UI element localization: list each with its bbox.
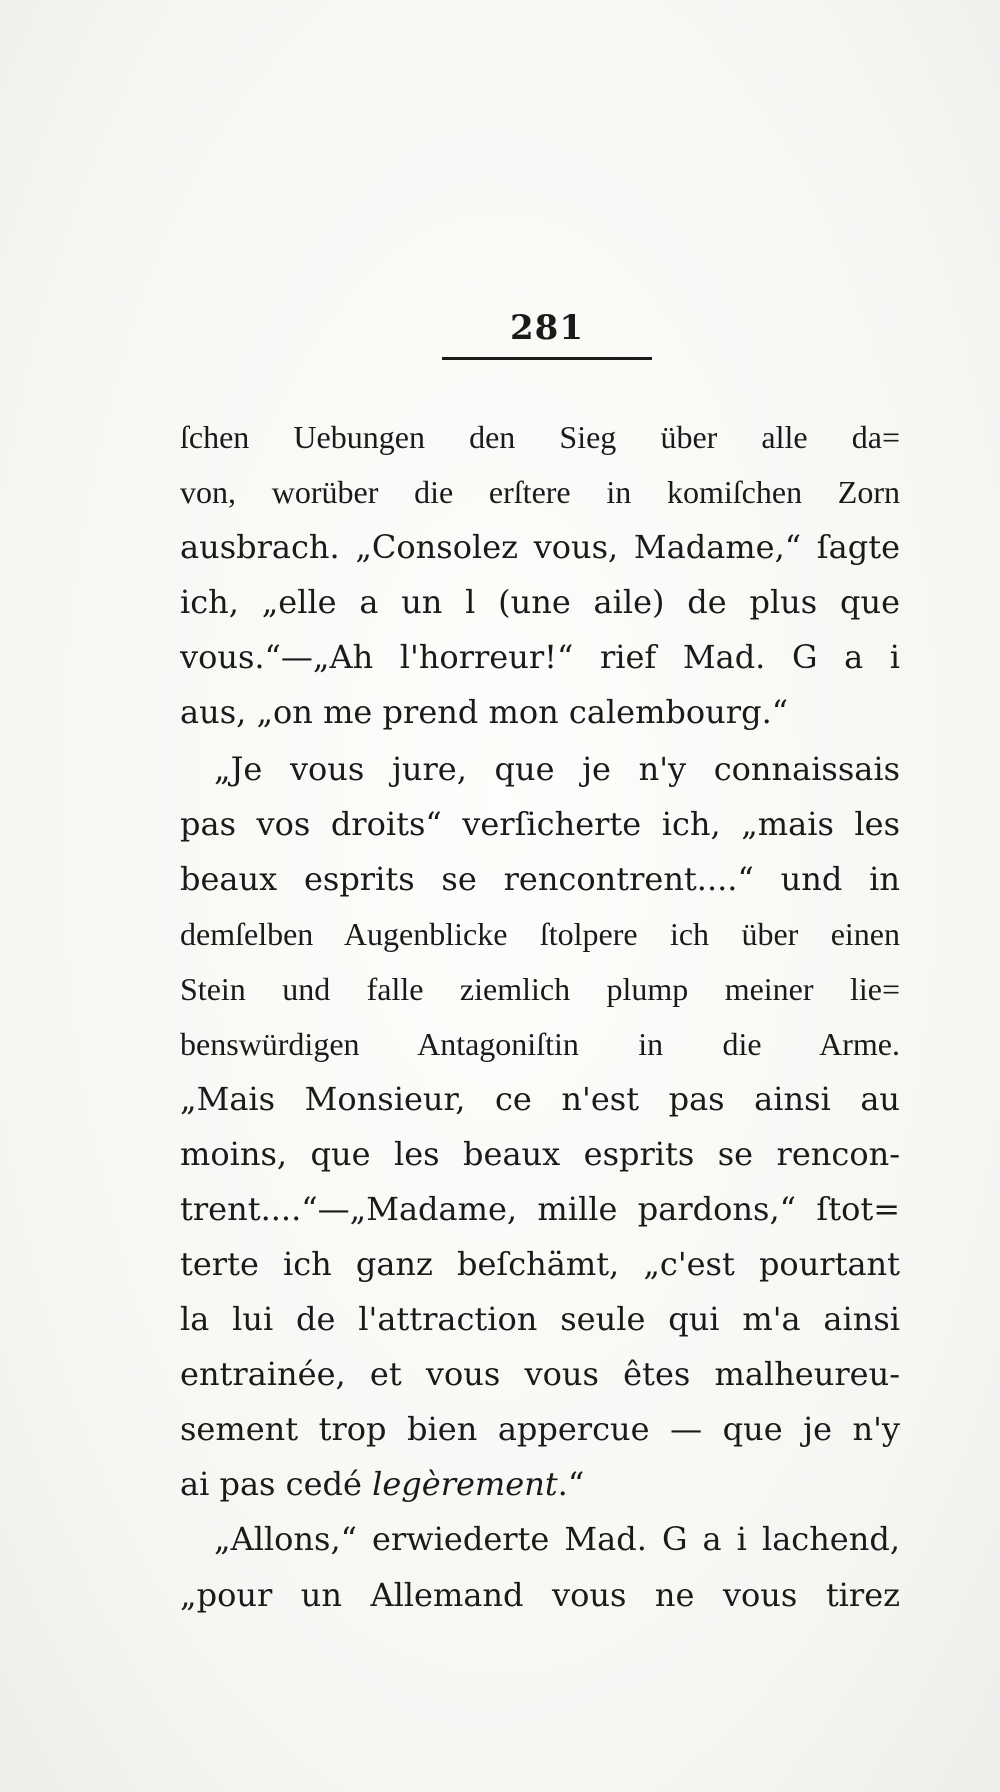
text-line: beaux esprits se rencontrent....“ und in [180, 860, 900, 898]
text-line: ſchen Uebungen den Sieg über alle da= [180, 419, 900, 455]
text-line: demſelben Augenblicke ſtolpere ich über einen [180, 916, 900, 952]
text-line: entrainée, et vous vous êtes malheureu- [180, 1355, 900, 1393]
text-line: benswürdigen Antagoniſtin in die Arme. [180, 1026, 900, 1062]
text-line: pas vos droits“ verſicherte ich, „mais les [180, 805, 900, 843]
text-line: terte ich ganz beſchämt, „c'est pourtant [180, 1245, 900, 1283]
text-line: „Mais Monsieur, ce n'est pas ainsi au [180, 1080, 900, 1118]
text-line-start: ai pas cedé [180, 1465, 362, 1503]
header-rule [442, 357, 652, 360]
text-line: vous.“—„Ah l'horreur!“ rief Mad. G a i [180, 638, 900, 676]
text-line [180, 1457, 900, 1511]
text-line: aus, „on me prend mon calembourg.“ [180, 693, 789, 731]
text-line: „Je vous jure, que je n'y connaissais [214, 750, 900, 788]
text-line: sement trop bien appercue — que je n'y [180, 1410, 900, 1448]
text-line: trent....“—„Madame, mille pardons,“ ſtot= [180, 1190, 900, 1228]
text-line: la lui de l'attraction seule qui m'a ainsi [180, 1300, 900, 1338]
text-line: ich, „elle a un l (une aile) de plus que [180, 583, 900, 621]
text-line: Stein und falle ziemlich plump meiner lie= [180, 971, 900, 1007]
text-line: von, worüber die erſtere in komiſchen Zorn [180, 474, 900, 510]
text-line: moins, que les beaux esprits se rencon- [180, 1135, 900, 1173]
italic-word: legèrement [372, 1465, 558, 1503]
page-number: 281 [510, 308, 584, 348]
text-line: „pour un Allemand vous ne vous tirez [180, 1576, 900, 1614]
text-line: ausbrach. „Consolez vous, Madame,“ ſagte [180, 528, 900, 566]
text-line: „Allons,“ erwiederte Mad. G a i lachend, [214, 1520, 900, 1558]
text-line-end: .“ [557, 1465, 585, 1503]
